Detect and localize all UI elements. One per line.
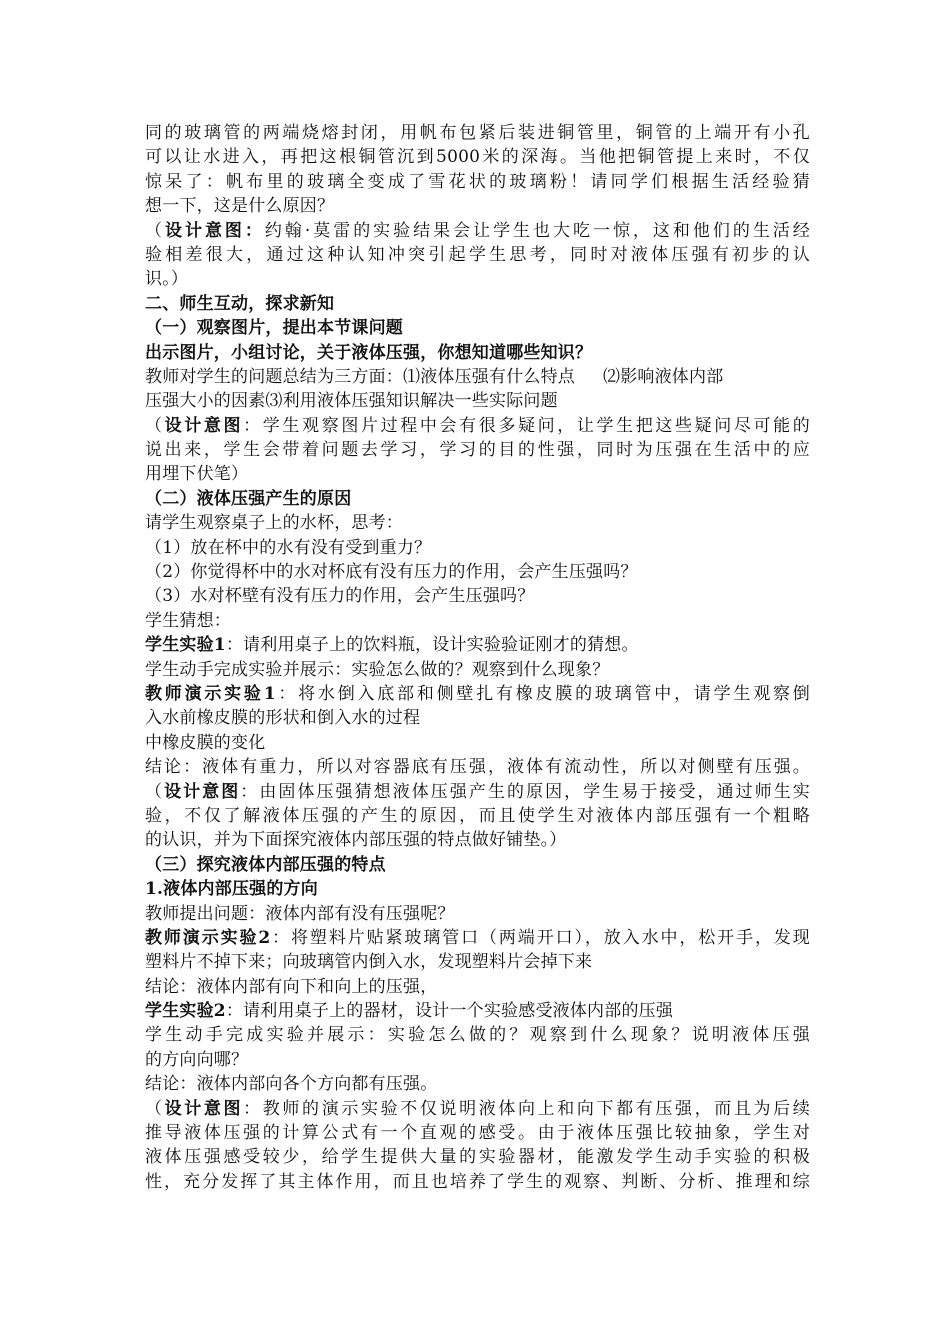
text-run: 液体压强感受较少，给学生提供大量的实验器材，能激发学生动手实验的积极 (145, 1147, 810, 1168)
body-text-line (145, 462, 810, 486)
paren-open: （ (145, 1098, 165, 1119)
text-run: ：将水倒入底部和侧壁扎有橡皮膜的玻璃管中，请学生观察倒 (275, 683, 810, 704)
experiment-label: 学生实验2 (145, 1001, 226, 1022)
design-intent-line (145, 780, 810, 804)
body-text-line (145, 731, 810, 755)
body-text-line (145, 804, 810, 828)
text-run: ：教师的演示实验不仅说明液体向上和向下都有压强，而且为后续 (243, 1098, 810, 1119)
body-text-line (145, 658, 810, 682)
design-intent-line (145, 219, 810, 243)
text-run: 约翰·莫雷的实验结果会让学生也大吃一惊，这和他们的生活经 (264, 220, 810, 241)
body-text-line (145, 1048, 810, 1072)
text-run: 验，不仅了解液体压强的产生的原因，而且使学生对液体内部压强有一个粗略 (145, 805, 810, 826)
experiment-label: 教师演示实验1 (145, 683, 276, 704)
experiment-line (145, 926, 810, 950)
experiment-line (145, 999, 810, 1023)
text-run: 推导液体压强的计算公式有一个直观的感受。由于液体压强比较抽象，学生对 (145, 1123, 810, 1144)
text-run: 出示图片，小组讨论，关于液体压强，你想知道哪些知识？ (145, 342, 593, 363)
text-run: ：由固体压强猜想液体压强产生的原因，学生易于接受，通过师生实 (240, 781, 810, 802)
body-text-line (145, 194, 810, 218)
text-run: 入水前橡皮膜的形状和倒入水的过程 (145, 708, 421, 729)
text-run: 结论：液体有重力，所以对容器底有压强，液体有流动性，所以对侧壁有压强。 (145, 757, 810, 778)
section-heading (145, 292, 810, 316)
text-run: 用埋下伏笔） (145, 464, 249, 485)
text-run: 学生猜想： (145, 610, 231, 631)
text-run: 说出来，学生会带着问题去学习，学习的目的性强，同时为压强在生活中的应 (145, 440, 810, 461)
body-text-line (145, 902, 810, 926)
text-run: ：请利用桌子上的器材，设计一个实验感受液体内部的压强 (225, 1001, 674, 1022)
text-run: 教师提出问题：液体内部有没有压强呢？ (145, 903, 455, 924)
text-run: ：学生观察图片过程中会有很多疑问，让学生把这些疑问尽可能的 (243, 415, 810, 436)
paren-open: （ (145, 415, 165, 436)
paren-open: （ (145, 781, 165, 802)
body-text-line (145, 950, 810, 974)
conclusion-line (145, 975, 810, 999)
design-intent-line (145, 414, 810, 438)
body-text-line (145, 1023, 810, 1047)
numbered-heading (145, 877, 810, 901)
body-text-line (145, 609, 810, 633)
body-text-line (145, 1170, 810, 1194)
text-run: 学生动手完成实验并展示：实验怎么做的？观察到什么现象？ (145, 659, 610, 680)
subsection-heading (145, 853, 810, 877)
body-text-line (145, 145, 810, 169)
body-text-line (145, 706, 810, 730)
body-text-line (145, 1121, 810, 1145)
document-page (145, 121, 810, 1194)
bold-prompt-line (145, 341, 810, 365)
heading-text: （三）探究液体内部压强的特点 (145, 854, 386, 875)
text-run: 验相差很大，通过这种认知冲突引起学生思考，同时对液体压强有初步的认 (145, 244, 810, 265)
text-run: ：请利用桌子上的饮料瓶，设计实验验证刚才的猜想。 (225, 635, 639, 656)
heading-text: 1.液体内部压强的方向 (145, 879, 318, 900)
body-text-line (145, 828, 810, 852)
text-run: 压强大小的因素⑶利用液体压强知识解决一些实际问题 (145, 391, 558, 412)
question-line (145, 536, 810, 560)
conclusion-line (145, 1072, 810, 1096)
heading-text: （一）观察图片，提出本节课问题 (145, 318, 403, 339)
subsection-heading (145, 487, 810, 511)
text-run: 学生动手完成实验并展示：实验怎么做的？观察到什么现象？说明液体压强 (145, 1025, 810, 1046)
question-line (145, 584, 810, 608)
text-run: 教师对学生的问题总结为三方面：⑴液体压强有什么特点 (145, 366, 575, 387)
design-intent-line (145, 1097, 810, 1121)
text-run: （1）放在杯中的水有没有受到重力？ (145, 537, 432, 558)
experiment-label: 教师演示实验2 (145, 927, 271, 948)
text-run: （3）水对杯壁有没有压力的作用，会产生压强吗？ (145, 586, 535, 607)
text-run: 的认识，并为下面探究液体内部压强的特点做好铺垫。） (145, 830, 567, 851)
conclusion-line (145, 755, 810, 779)
text-run: 可以让水进入，再把这根铜管沉到5000米的深海。当他把铜管提上来时，不仅 (145, 147, 810, 168)
experiment-label: 学生实验1 (145, 635, 226, 656)
text-run: 塑料片不掉下来；向玻璃管内倒入水，发现塑料片会掉下来 (145, 952, 593, 973)
paren-open: （ (145, 220, 165, 241)
body-text-line (145, 511, 810, 535)
heading-text: （二）液体压强产生的原因 (145, 488, 352, 509)
experiment-line (145, 633, 810, 657)
design-intent-label: 设计意图 (164, 781, 241, 802)
text-run: 中橡皮膜的变化 (145, 732, 266, 753)
text-run: 惊呆了：帆布里的玻璃全变成了雪花状的玻璃粉！请同学们根据生活经验猜 (145, 171, 810, 192)
text-run: 识。） (145, 269, 189, 290)
text-run: 的方向向哪？ (145, 1049, 249, 1070)
heading-text: 二、师生互动，探求新知 (145, 293, 335, 314)
design-intent-label: 设计意图： (164, 220, 265, 241)
text-run: 性，充分发挥了其主体作用，而且也培养了学生的观察、判断、分析、推理和综 (145, 1171, 810, 1192)
text-run: 结论：液体内部有向下和向上的压强， (145, 976, 438, 997)
text-run: ⑵影响液体内部 (603, 366, 724, 387)
body-text-line (145, 121, 810, 145)
text-run: 请学生观察桌子上的水杯，思考： (145, 513, 403, 534)
body-text-line (145, 243, 810, 267)
text-run: （2）你觉得杯中的水对杯底有没有压力的作用，会产生压强吗？ (145, 562, 638, 583)
body-text-line (145, 389, 810, 413)
text-run: 同的玻璃管的两端烧熔封闭，用帆布包紧后装进铜管里，铜管的上端开有小孔 (145, 123, 810, 143)
body-text-line (145, 365, 810, 389)
subsection-heading (145, 316, 810, 340)
body-text-line (145, 170, 810, 194)
design-intent-label: 设计意图 (164, 415, 244, 436)
question-line (145, 560, 810, 584)
body-text-line (145, 267, 810, 291)
text-run: 想一下，这是什么原因？ (145, 196, 335, 217)
text-run: ：将塑料片贴紧玻璃管口（两端开口），放入水中，松开手，发现 (270, 927, 810, 948)
body-text-line (145, 1145, 810, 1169)
text-run: 结论：液体内部向各个方向都有压强。 (145, 1074, 438, 1095)
experiment-line (145, 682, 810, 706)
design-intent-label: 设计意图 (164, 1098, 244, 1119)
body-text-line (145, 438, 810, 462)
